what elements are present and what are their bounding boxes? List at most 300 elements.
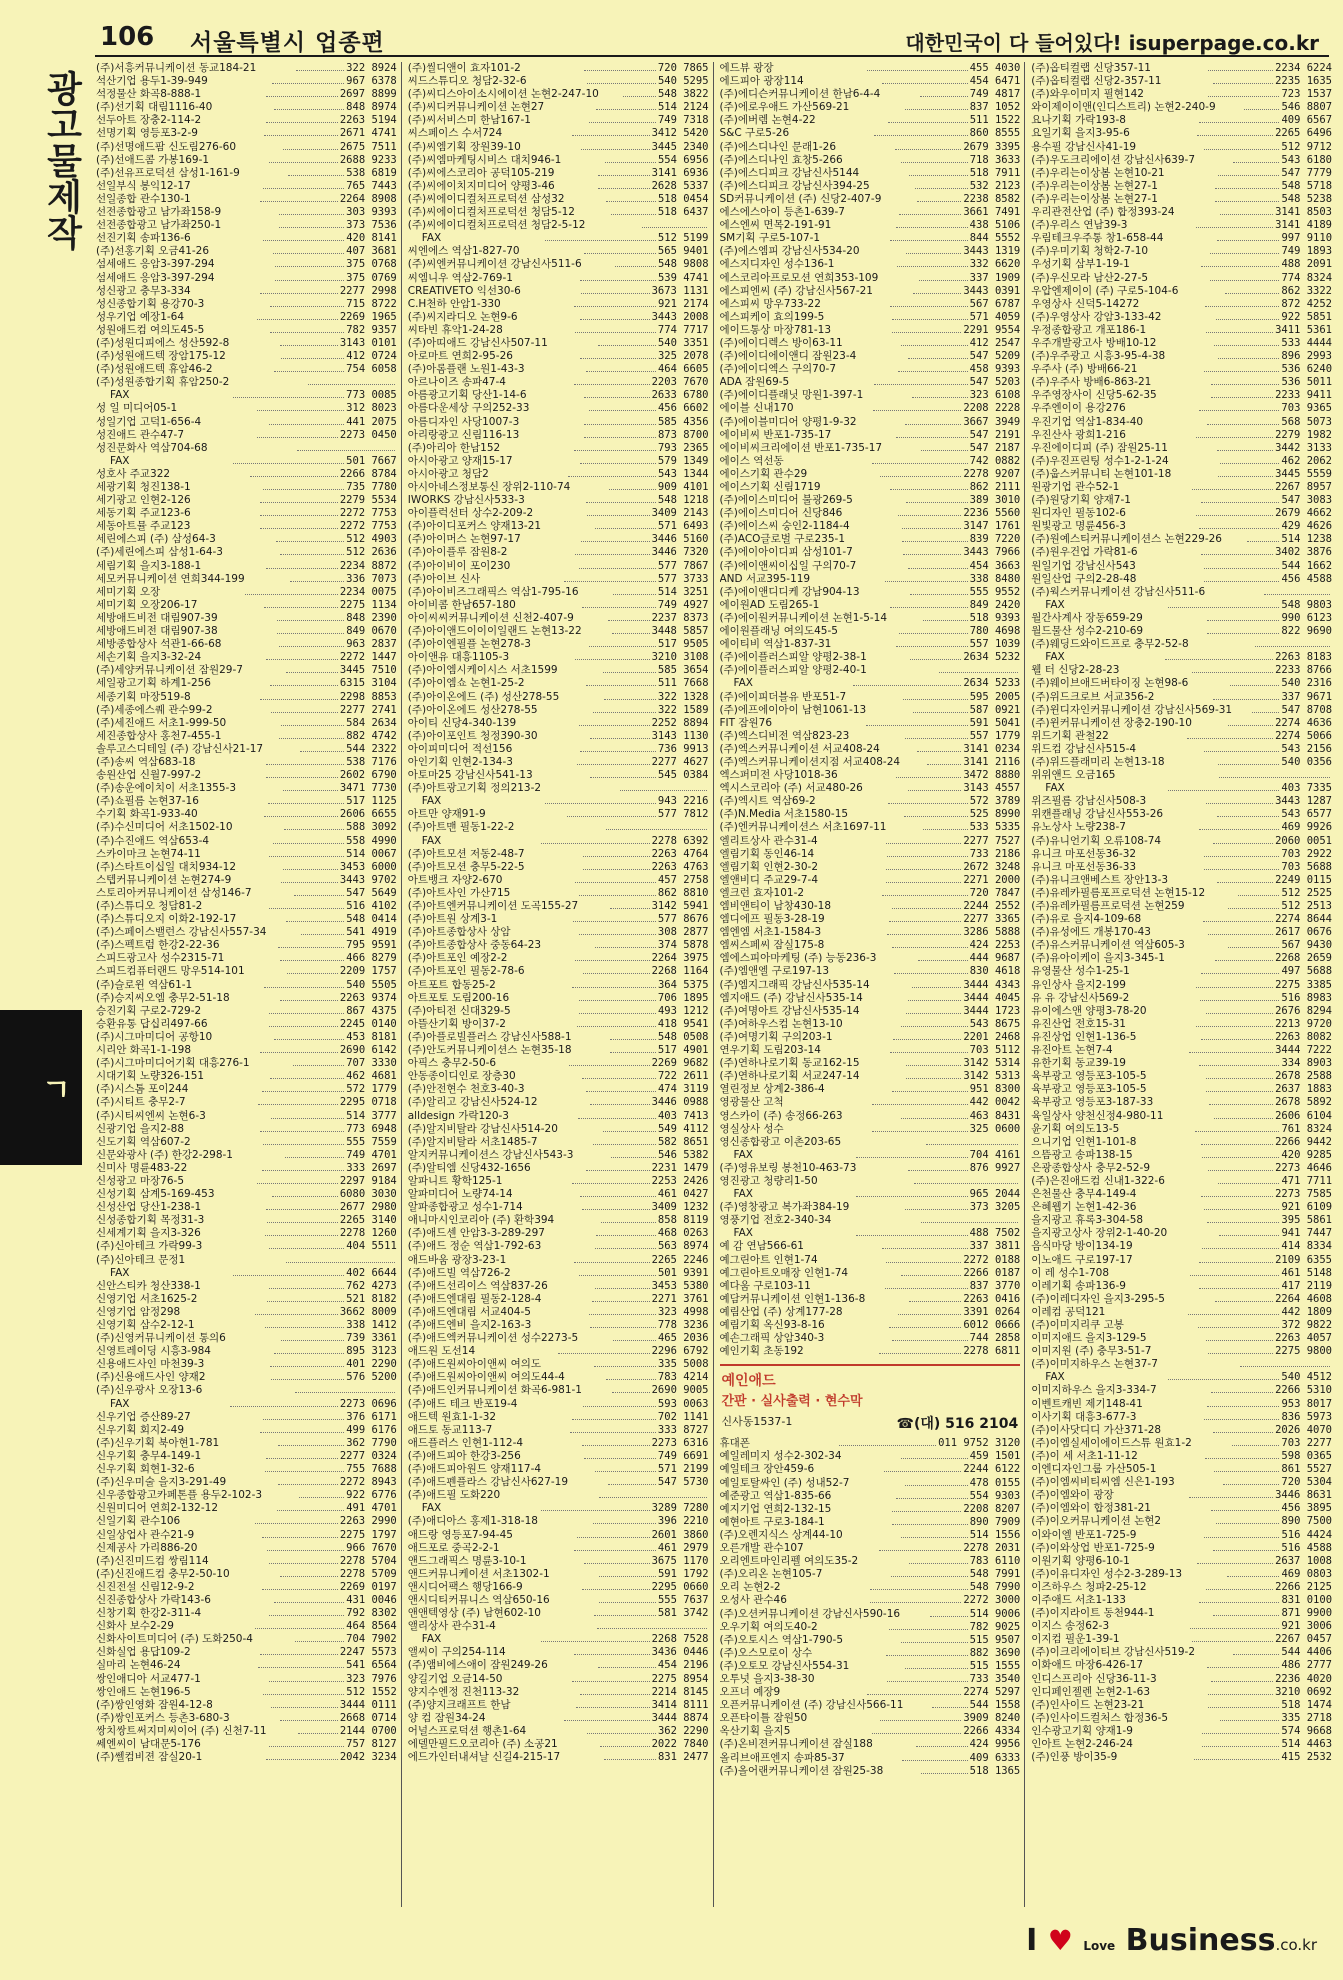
listing-phone: 469 0803 [1281,1567,1333,1580]
listing-phone: 6315 3104 [339,677,397,690]
listing-column-2 [408,62,714,1907]
listing-phone: 471 7711 [1281,1174,1333,1187]
dot-leader [545,240,656,241]
logo-domain: .co.kr [1275,1936,1317,1954]
dot-leader [886,869,962,870]
listing-row [1031,664,1332,677]
listing-name: (주)와우이미지 필현142 [1031,88,1144,101]
dot-leader [280,1000,338,1001]
dot-leader [1189,1497,1273,1498]
listing-name: (주)씨엠기획 장원39-10 [407,140,521,153]
listing-name: (주)알리고 강남신사524-12 [407,1096,538,1109]
listing-phone: 577 7812 [657,808,709,821]
listing-row [1031,520,1332,533]
dot-leader [1196,437,1274,438]
listing-name: 엠디에프 필동3-28-19 [719,913,825,926]
listing-phone: 2263 4763 [651,860,709,873]
dot-leader [274,1353,345,1354]
listing-name: (주)위드플래미리 논현13-18 [1031,755,1165,768]
dot-leader [270,685,337,686]
listing-phone: 588 3092 [346,821,397,834]
dot-leader [580,463,656,464]
dot-leader [269,1681,345,1682]
dot-leader [260,1432,344,1433]
listing-row [96,167,397,180]
dot-leader [1190,1275,1279,1276]
listing-name: 음식마당 방이134-19 [1031,1240,1133,1253]
listing-phone: 2042 3234 [339,1751,397,1764]
dot-leader [872,1104,968,1105]
dot-leader [257,437,338,438]
listing-phone: 579 1349 [657,454,709,467]
listing-phone: 488 2091 [1281,258,1333,271]
listing-name: 엠지애드 (주) 강남신사535-14 [719,991,863,1004]
dot-leader [295,1392,395,1393]
dot-leader [892,1340,968,1341]
listing-row [408,258,709,271]
dot-leader [1206,1078,1273,1079]
listing-name: 와이제이이앤(인디스트리) 논현2-240-9 [1031,101,1216,114]
listing-row [720,1267,1021,1280]
listing-row [96,1686,397,1699]
listing-name: 예손그래픽 상암340-3 [719,1332,825,1345]
listing-phone: 749 6691 [657,1449,709,1462]
listing-phone: 429 4626 [1281,520,1333,533]
listing-name: (주)아티전 신대329-5 [407,1004,511,1017]
listing-row [1031,638,1332,651]
dot-leader [1205,306,1279,307]
listing-name: 쌍인애드 논현196-5 [96,1685,191,1698]
heart-icon: ♥ [1047,1924,1073,1957]
dot-leader [594,1615,655,1616]
listing-phone: 2234 8872 [339,559,397,572]
listing-name: 신우기획 회지2-49 [96,1423,185,1436]
listing-row [720,1201,1021,1214]
listing-row [96,730,397,743]
listing-row [1031,127,1332,140]
listing-row [1031,1110,1332,1123]
listing-name: 윤기획 여의도13-5 [1031,1122,1120,1135]
listing-phone: 921 2174 [657,297,709,310]
dot-leader [263,188,344,189]
dot-leader [918,960,968,961]
dot-leader [1223,1484,1279,1485]
dot-leader [301,934,344,935]
listing-row [96,1529,397,1542]
listing-name: (주)에이앤씨이십일 구의70-7 [719,559,857,572]
listing-name: (주)에이디에이앤디 잠원23-4 [719,350,857,363]
listing-phone: 966 7670 [346,1541,397,1554]
listing-phone: 965 2044 [969,1188,1021,1201]
dot-leader [642,227,707,228]
listing-name: (주)옵티컬랩 신당357-11 [1031,62,1151,74]
dot-leader [932,1707,968,1708]
listing-row [1031,337,1332,350]
listing-name: 세방종합상사 석관1-66-68 [96,638,222,651]
dot-leader [283,790,338,791]
listing-row [96,1542,397,1555]
dot-leader [280,345,338,346]
listing-phone: 468 0263 [657,1227,709,1240]
listing-row [408,1096,709,1109]
dot-leader [903,554,961,555]
listing-row [720,1568,1021,1581]
listing-name: (주)N.Media 서초1580-15 [719,808,849,821]
dot-leader [270,1366,344,1367]
listing-phone: 2278 6811 [963,1345,1021,1358]
listing-name: (주)아롬플랜 노원1-43-3 [407,363,525,376]
listing-row [408,808,709,821]
listing-phone: 876 9927 [969,1161,1021,1174]
listing-name: 세방애드비전 대림907-39 [96,611,218,624]
listing-name: (주)안도커뮤니케이션스 논현35-18 [407,1044,572,1057]
listing-name: 엘리트상사 관수31-4 [719,834,818,847]
dot-leader [269,424,345,425]
listing-row [408,1751,709,1764]
listing-name: (주)위드크로브 서교356-2 [1031,690,1155,703]
listing-name: (주)애드선리이스 역삼837-26 [407,1279,548,1292]
dot-leader [887,1681,968,1682]
dot-leader [269,1615,345,1616]
listing-name: 씨엠니우 역삼2-769-1 [407,271,513,284]
listing-name: (주)에디슨커뮤니케이션 한남6-4-4 [719,88,881,101]
dot-leader [1232,1445,1280,1446]
listing-name: 에이스기획 관수29 [719,467,808,480]
listing-row [720,429,1021,442]
dot-leader [269,1026,338,1027]
index-tab-letter: ㄱ [42,1073,71,1108]
listing-name: 예림기획 옥신93-8-16 [719,1319,825,1331]
listing-phone: 733 2186 [969,847,1021,860]
dot-leader [1215,1301,1273,1302]
dot-leader [576,1707,650,1708]
listing-name: 인디페인젤렌 논현2-1-63 [1031,1685,1151,1698]
dot-leader [586,1091,656,1092]
listing-phone: 3661 7491 [963,206,1021,219]
listing-row [720,154,1021,167]
listing-phone: 585 3654 [657,664,709,677]
listing-row [96,612,397,625]
dot-leader [1189,1052,1273,1053]
listing-row [1031,1306,1332,1319]
listing-row [96,429,397,442]
listing-phone: 375 0769 [346,271,397,284]
listing-phone: 3675 1170 [651,1554,709,1567]
listing-row [408,1659,709,1672]
listing-phone: 499 6176 [346,1423,397,1436]
dot-leader [882,895,968,896]
dot-leader [898,515,962,516]
listing-row [1031,1162,1332,1175]
listing-phone: 515 9507 [969,1633,1021,1646]
dot-leader [587,83,656,84]
listing-phone: 518 9393 [969,611,1021,624]
listing-name: (주)에프에이아이 남현1061-13 [719,703,867,716]
listing-row [96,1240,397,1253]
listing-phone: 831 0100 [1281,1593,1333,1606]
listing-name: (주)씨서비스미 한남167-1 [407,114,531,127]
dot-leader [1190,1628,1279,1629]
listing-row [720,1529,1021,1542]
dot-leader [920,96,968,97]
dot-leader [263,240,344,241]
listing-name: 위위앤드 오금165 [1031,769,1116,782]
listing-row [1031,1555,1332,1568]
listing-name: 오투넛 을지3-38-30 [719,1672,815,1685]
listing-name: 이지컴 필운1-39-1 [1031,1633,1120,1646]
ad-name: 예인애드 [721,1373,776,1390]
listing-phone: 3453 6000 [339,860,397,873]
listing-name: FAX [733,677,753,690]
listing-phone: 2278 6392 [651,834,709,847]
dot-leader [583,973,650,974]
listing-name: (주)우리는이상봄 논현27-1 [1031,179,1158,192]
listing-row [720,1712,1021,1725]
listing-row [1031,835,1332,848]
listing-phone: 2263 8183 [1275,651,1333,664]
listing-phone: 454 6471 [969,75,1021,88]
listing-row [408,455,709,468]
dot-leader [1199,1262,1273,1263]
listing-row [408,101,709,114]
dot-leader [271,1118,344,1119]
listing-row [1031,1214,1332,1227]
dot-leader [584,397,650,398]
listing-name: 에드피아 광장114 [719,75,804,88]
listing-row [720,1018,1021,1031]
dot-leader [896,227,968,228]
listing-name: 선명기획 영등포3-2-9 [96,127,198,140]
listing-name: (주)유스커뮤니케이션 역삼605-3 [1031,939,1185,952]
listing-name: (주)씨엠마케팅시비스 대치946-1 [407,153,562,166]
listing-row [720,730,1021,743]
listing-name: 엠엔엠 서초1-1584-3 [719,926,822,939]
fax-row [1031,782,1332,795]
listing-phone: 848 8974 [346,101,397,114]
listing-name: 올리브애프엔지 송파85-37 [719,1751,845,1764]
listing-name: (주)선기획 대림1116-40 [96,101,213,114]
listing-phone: 3412 5420 [651,127,709,140]
dot-leader [1187,738,1273,739]
listing-phone: 2203 7670 [651,376,709,389]
listing-row [720,101,1021,114]
listing-phone: 539 4741 [657,271,709,284]
dot-leader [905,1209,968,1210]
listing-row [96,219,397,232]
dot-leader [908,790,961,791]
dot-leader [277,633,344,634]
listing-row [1031,1515,1332,1528]
listing-row [1031,389,1332,402]
listing-name: FAX [110,454,130,467]
listing-phone: 839 7220 [969,533,1021,546]
listing-name: 신안스티카 청산338-1 [96,1279,201,1292]
listing-row [96,1725,397,1738]
dot-leader [574,1550,656,1551]
dot-leader [593,1144,656,1145]
fax-row [720,1149,1021,1162]
listing-name: (주)아이엠쇼 논현1-25-2 [407,677,525,690]
listing-phone: 543 1344 [657,467,709,480]
dot-leader [1201,554,1273,555]
dot-leader [572,135,650,136]
listing-name: 성진문화사 역삼704-68 [96,441,208,454]
listing-phone: 2233 9411 [1275,389,1332,402]
dot-leader [608,1484,656,1485]
fax-row [408,835,709,848]
listing-name: 세동기획 주교123-6 [96,507,191,520]
listing-phone: 308 2877 [657,926,709,939]
listing-row [96,1005,397,1018]
dot-leader [874,384,967,385]
listing-row [96,180,397,193]
dot-leader [1233,162,1279,163]
dot-leader [909,1563,968,1564]
listing-name: (주)아트맨 필동1-22-2 [407,821,515,834]
listing-row [720,965,1021,978]
listing-row [720,952,1021,965]
listing-name: IWORKS 강남신사533-3 [407,494,525,507]
listing-row [1031,1319,1332,1332]
listing-row [720,88,1021,101]
dot-leader [1188,1314,1279,1315]
listing-phone: 2298 8853 [339,690,397,703]
listing-row [1031,88,1332,101]
listing-row [408,638,709,651]
dot-leader [260,201,338,202]
listing-row [96,1188,397,1201]
listing-name: 성 일 미디어05-1 [96,402,178,415]
listing-phone: 518 7911 [969,166,1021,179]
listing-phone: 337 9671 [1281,690,1333,703]
listing-phone: 744 2858 [969,1332,1021,1345]
listing-row [1031,743,1332,756]
listing-phone: 462 2062 [1281,454,1332,467]
listing-phone: 557 1039 [969,638,1021,651]
dot-leader [1211,1510,1279,1511]
dot-leader [264,135,338,136]
listing-phone: 837 1052 [969,101,1021,114]
dot-leader [598,345,656,346]
listing-phone: 720 5304 [1281,1476,1332,1489]
listing-phone: 703 2922 [1281,847,1332,860]
listing-name: (주)아트포인 예장2-2 [407,952,508,965]
listing-phone: 2272 7753 [339,520,397,533]
dot-leader [908,1000,961,1001]
listing-row [408,848,709,861]
listing-name: (주)이유디자인 성수2-3-289-13 [1031,1567,1183,1580]
dot-leader [595,947,656,948]
listing-phone: 3142 5941 [651,900,709,912]
listing-row [96,1293,397,1306]
listing-name: 에이비씨 반포1-735-17 [719,428,832,441]
listing-row [1031,900,1332,913]
listing-name: (주)쌍인영화 잠원4-12-8 [96,1698,213,1711]
listing-row [1031,62,1332,75]
listing-phone: 337 3811 [969,1240,1021,1253]
listing-name: 우주엔이이 용강276 [1031,402,1126,415]
listing-row [96,1607,397,1620]
listing-name: 세미기획 오장206-17 [96,598,198,611]
listing-row [1031,75,1332,88]
listing-row [1031,1175,1332,1188]
listing-name: 에이스기획 신림1719 [719,481,821,493]
listing-phone: 2252 8894 [651,716,709,729]
listing-name: (주)아이비즈그래픽스 역삼1-795-16 [407,585,579,598]
listing-name: 예림산업 (주) 상계177-28 [719,1305,843,1318]
dot-leader [230,1406,338,1407]
listing-row [408,1686,709,1699]
listing-row [720,1123,1021,1136]
listing-name: (주)온비젼커뮤니케이션 잠실188 [719,1738,873,1751]
dot-leader [1201,1039,1273,1040]
listing-name: (주)안전현수 천호3-40-3 [407,1083,525,1096]
listing-row [1031,1240,1332,1253]
listing-name: 실마리 논현46-24 [96,1659,181,1672]
listing-phone: 722 2611 [657,1070,709,1083]
listing-row [1031,232,1332,245]
listing-row [96,1332,397,1345]
listing-name: (주)아트모션 충무5-22-5 [407,860,525,873]
dot-leader [569,1065,650,1066]
listing-row [720,1450,1021,1463]
dot-leader [587,515,649,516]
listing-name: 월간사계사 장동659-29 [1031,611,1143,624]
listing-phone: 540 2316 [1281,677,1332,690]
listing-name: (주)애드피아원드 양재117-4 [407,1463,542,1476]
listing-name: (주)에이디렉스 방이63-11 [719,336,843,349]
listing-name: 요일기획 을지3-95-6 [1031,127,1130,140]
listing-phone: 2268 1164 [651,965,709,978]
listing-phone: 2279 1982 [1275,428,1332,441]
listing-row [408,62,709,75]
listing-row [720,402,1021,415]
listing-phone: 543 6180 [1281,153,1332,166]
listing-row [1031,167,1332,180]
listing-row [408,1057,709,1070]
listing-phone: 548 5238 [1281,192,1333,205]
dot-leader [892,1524,968,1525]
listing-row [96,874,397,887]
listing-name: 세광기획 청진138-1 [96,481,191,493]
listing-row [96,1633,397,1646]
listing-name: 신진전설 신림12-9-2 [96,1580,195,1593]
listing-phone: 739 3361 [346,1332,397,1345]
listing-name: (주)우주사 방배6-863-21 [1031,376,1152,389]
listing-name: 성진애드 관수47-7 [96,428,185,441]
dot-leader [1233,1654,1279,1655]
listing-name: (주)유레카필름프로덕션 논현259 [1031,900,1185,912]
listing-phone: 2295 0660 [651,1580,709,1593]
listing-name: 신우기업 증산89-27 [96,1410,191,1423]
listing-name: (주)애드엔대림 서교404-5 [407,1305,531,1318]
listing-name: 아시아네스정보통신 장위2-110-74 [407,481,571,493]
listing-row [96,992,397,1005]
dot-leader [574,384,650,385]
listing-phone: 336 7073 [346,572,397,585]
listing-phone: 3443 0391 [963,284,1021,297]
listing-row [408,560,709,573]
section-title: 서울특별시 업종편 [190,30,385,56]
listing-name: 이엔디자인그룹 가산505-1 [1031,1463,1157,1476]
listing-row [408,298,709,311]
listing-phone: 2273 0696 [339,1397,397,1410]
dot-leader [257,319,338,320]
listing-name: (주)연하나로기획 서교247-14 [719,1070,860,1083]
listing-phone: 2247 5573 [339,1646,397,1659]
dot-leader [1213,1432,1273,1433]
listing-phone: 420 8141 [346,232,397,245]
